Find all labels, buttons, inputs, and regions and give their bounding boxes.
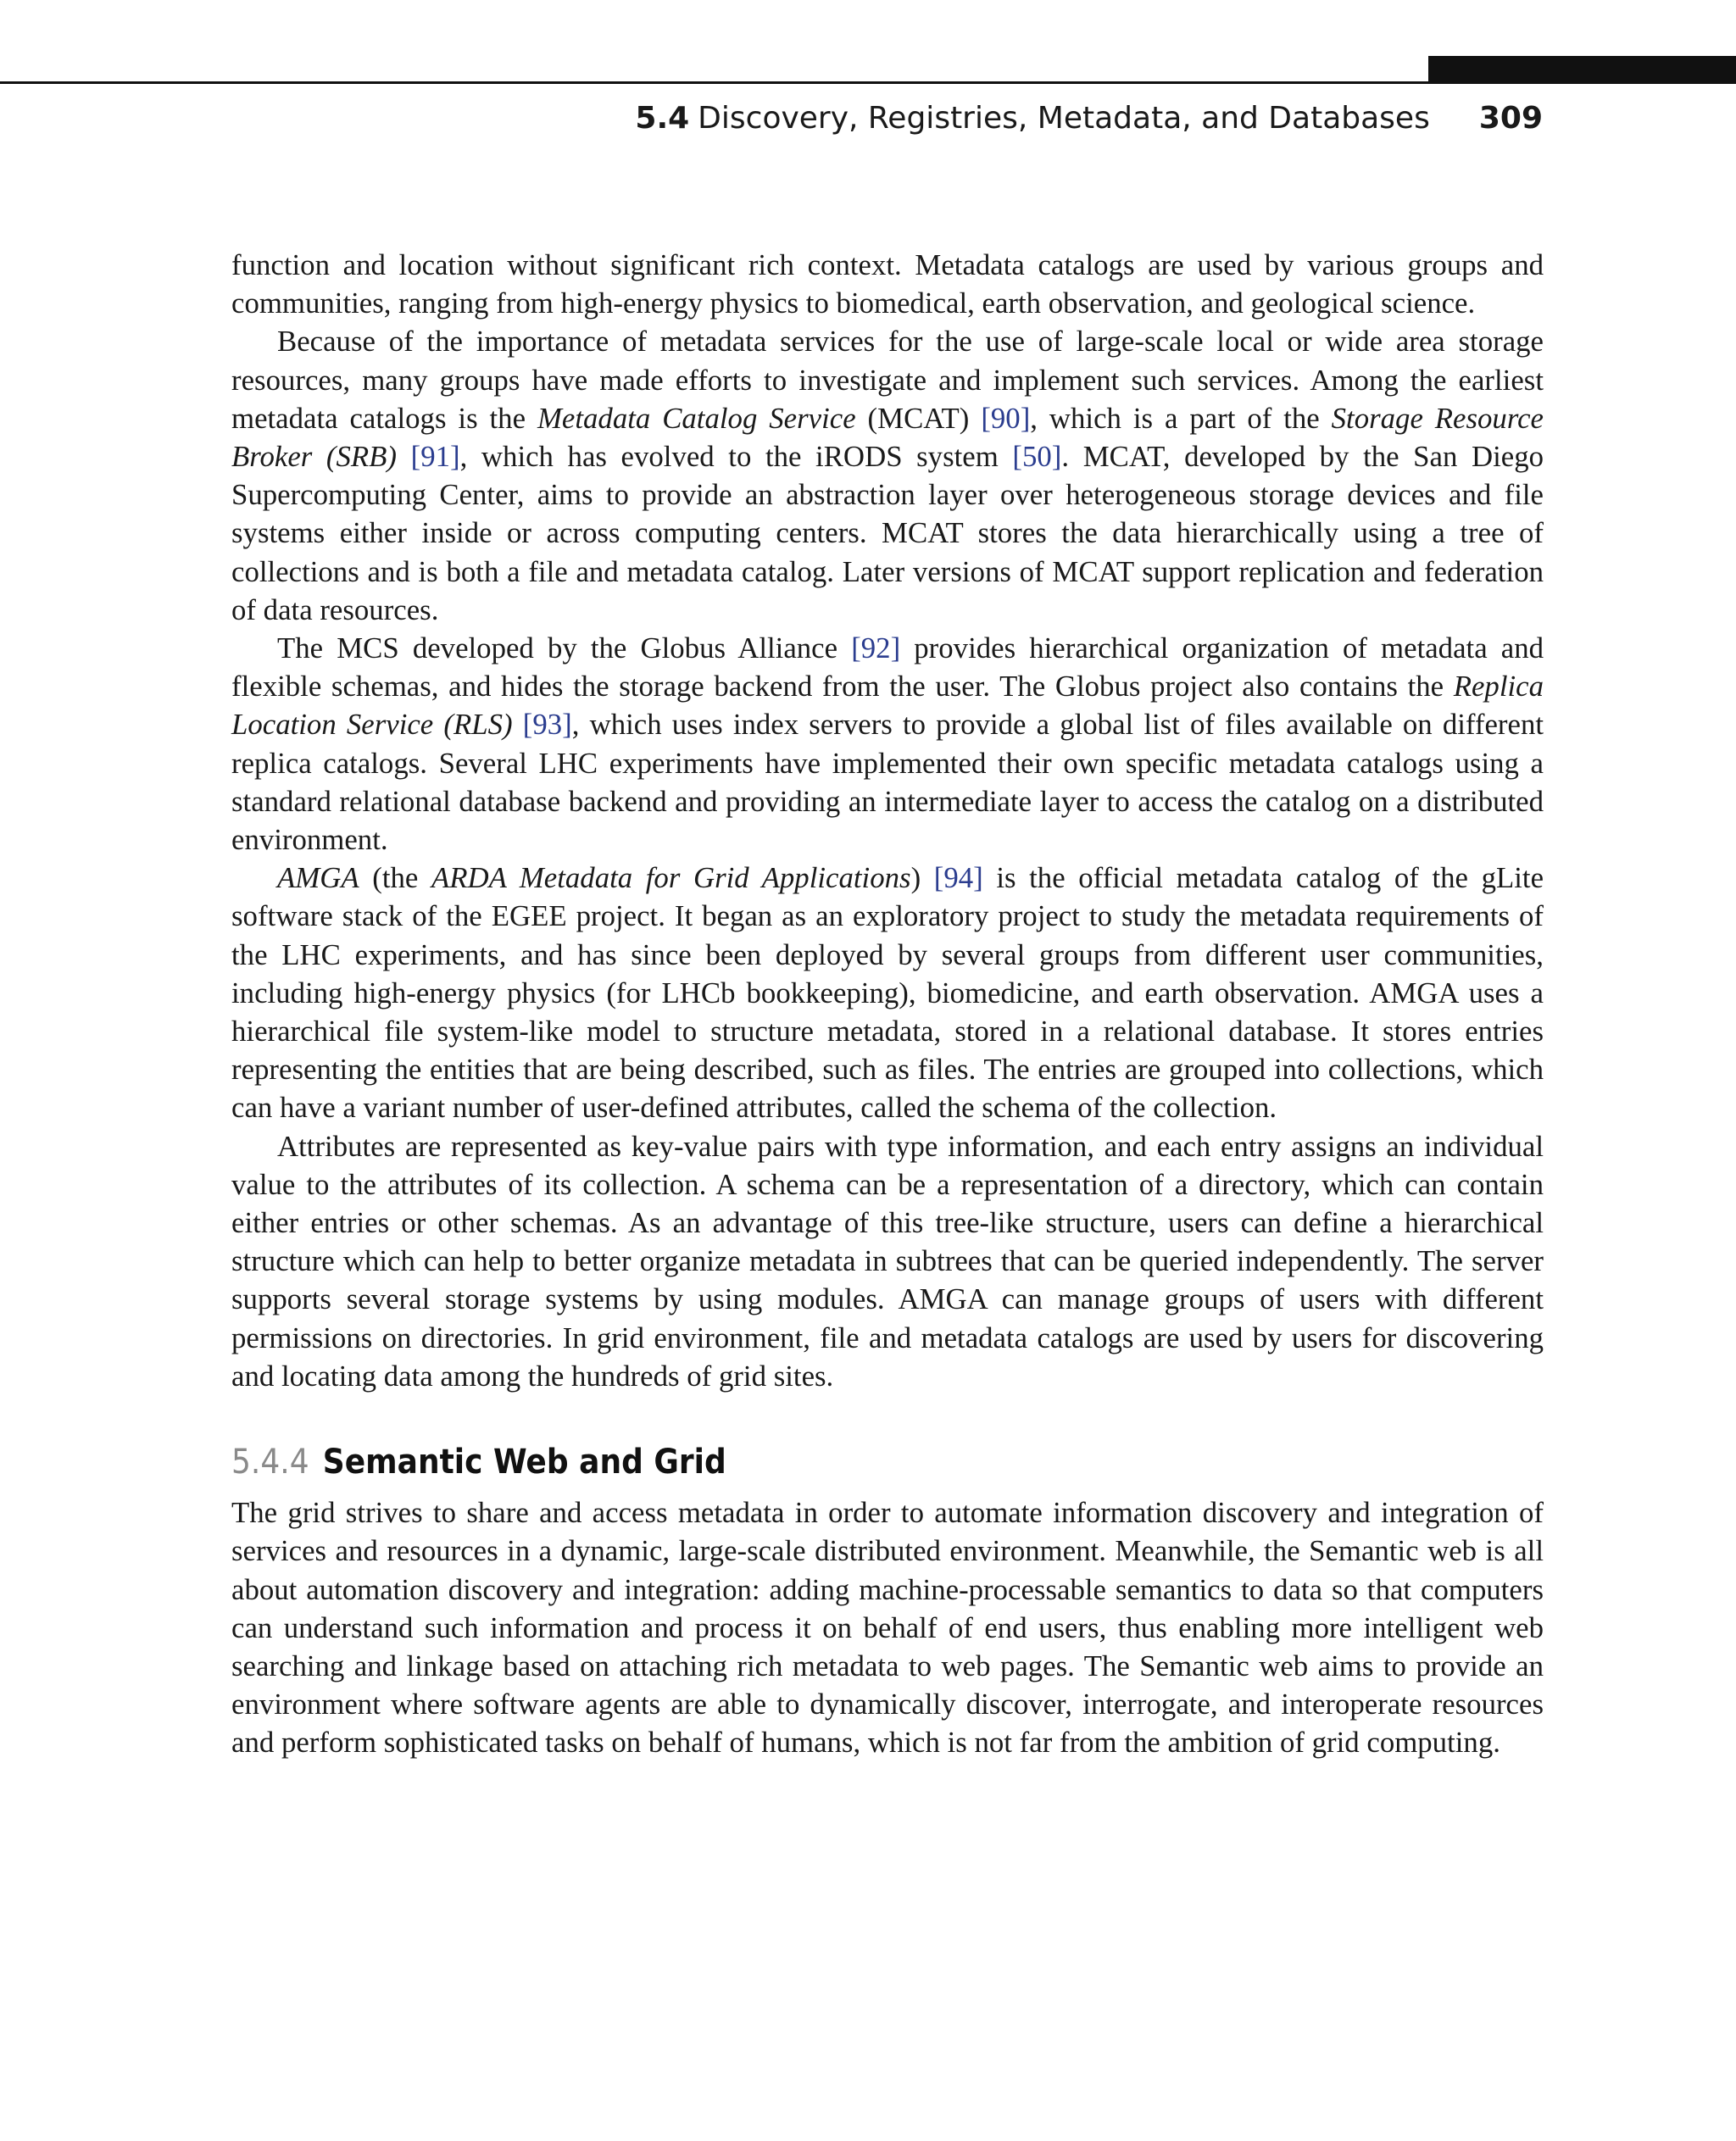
citation-link[interactable]: [90]	[981, 401, 1031, 435]
text-run: , which is a part of the	[1030, 401, 1332, 435]
citation-link[interactable]: [94]	[933, 861, 983, 895]
section-heading	[231, 1439, 1412, 1485]
paragraph-2	[231, 322, 1544, 629]
text-run	[397, 440, 411, 473]
text-run: function and location without significant rich context. Metadata catalogs are used by various groups and communities, ranging from high-energy physics to biomedical, earth observation, and geological science.	[231, 248, 1544, 320]
paragraph-3	[231, 629, 1544, 859]
page-number: 309	[1478, 101, 1543, 136]
paragraph-5	[231, 1127, 1544, 1395]
header-bar	[1428, 56, 1736, 83]
header-section-title: Discovery, Registries, Metadata, and Databases	[698, 101, 1430, 136]
text-run: (MCAT)	[855, 401, 982, 435]
text-run: is the official metadata catalog of the gLite software stack of the EGEE project. It began as an exploratory project to study the metadata requirements of the LHC experiments, and has since been deployed by several groups from different user communities, including high-energy physics (for LHCb bookkeeping), biomedicine, and earth observation. AMGA uses a hierarchical file system-like model to structure metadata, stored in a relational database. It stores entries representing the entities that are being described, such as files. The entries are grouped into collections, which can have a variant number of user-defined attributes, called the schema of the collection.	[231, 861, 1544, 1125]
italic-term: AMGA	[277, 861, 359, 895]
section-title: Semantic Web and Grid	[322, 1443, 726, 1482]
paragraph-4	[231, 859, 1544, 1126]
section-number: 5.4.4	[231, 1443, 309, 1482]
running-header	[635, 95, 1543, 142]
citation-link[interactable]: [50]	[1012, 440, 1062, 474]
text-run: , which has evolved to the iRODS system	[459, 440, 1013, 474]
italic-term: Replica Location Service (RLS)	[231, 670, 1544, 742]
text-run: Because of the importance of metadata services for the use of large-scale local or wide area storage resources, many groups have made efforts to investigate and implement such services. Among the earliest metadata catalogs is the	[231, 325, 1544, 435]
header-rule	[0, 81, 1736, 84]
text-run: (the	[359, 861, 431, 895]
text-run: provides hierarchical organization of metadata and flexible schemas, and hides the storage backend from the user. The Globus project also contains the	[231, 631, 1544, 703]
text-run: )	[910, 861, 934, 895]
citation-link[interactable]: [93]	[522, 708, 572, 742]
text-run: The MCS developed by the Globus Alliance	[277, 631, 852, 665]
text-run: . MCAT, developed by the San Diego Supercomputing Center, aims to provide an abstraction layer over heterogeneous storage devices and file systems either inside or across computing centers. MCAT stores the data hierarchically using a tree of collections and is both a file and metadata catalog. Later versions of MCAT support replication and federation of data resources.	[231, 440, 1544, 626]
citation-link[interactable]: [91]	[410, 440, 460, 474]
body-text	[231, 246, 1544, 1762]
italic-term: Storage Resource Broker (SRB)	[231, 401, 1544, 474]
text-run: , which uses index servers to provide a global list of files available on different replica catalogs. Several LHC experiments have implemented their own specific metadata catalogs using a standard relational database backend and providing an intermediate layer to access the catalog on a distributed environment.	[231, 708, 1544, 857]
section-paragraph: The grid strives to share and access metadata in order to automate information discovery and integration of services and resources in a dynamic, large-scale distributed environment. Meanwhile, the Semantic web is all about automation discovery and integration: adding machine-processable semantics to data so that computers can understand such information and process it on behalf of end users, thus enabling more intelligent web searching and linkage based on attaching rich metadata to web pages. The Semantic web aims to provide an environment where software agents are able to dynamically discover, interrogate, and interoperate resources and perform sophisticated tasks on behalf of humans, which is not far from the ambition of grid computing.	[231, 1496, 1544, 1760]
header-section-number: 5.4	[635, 101, 690, 136]
citation-link[interactable]: [92]	[851, 631, 901, 665]
text-run: Attributes are represented as key-value pairs with type information, and each entry assigns an individual value to the attributes of its collection. A schema can be a representation of a directory, which can contain either entries or other schemas. As an advantage of this tree-like structure, users can define a hierarchical structure which can help to better organize metadata in subtrees that can be queried independently. The server supports several storage systems by using modules. AMGA can manage groups of users with different permissions on directories. In grid environment, file and metadata catalogs are used by users for discovering and locating data among the hundreds of grid sites.	[231, 1129, 1544, 1393]
italic-term: Metadata Catalog Service	[537, 401, 856, 435]
paragraph-1	[231, 246, 1544, 322]
text-run	[513, 708, 523, 741]
italic-term: ARDA Metadata for Grid Applications	[431, 861, 911, 895]
